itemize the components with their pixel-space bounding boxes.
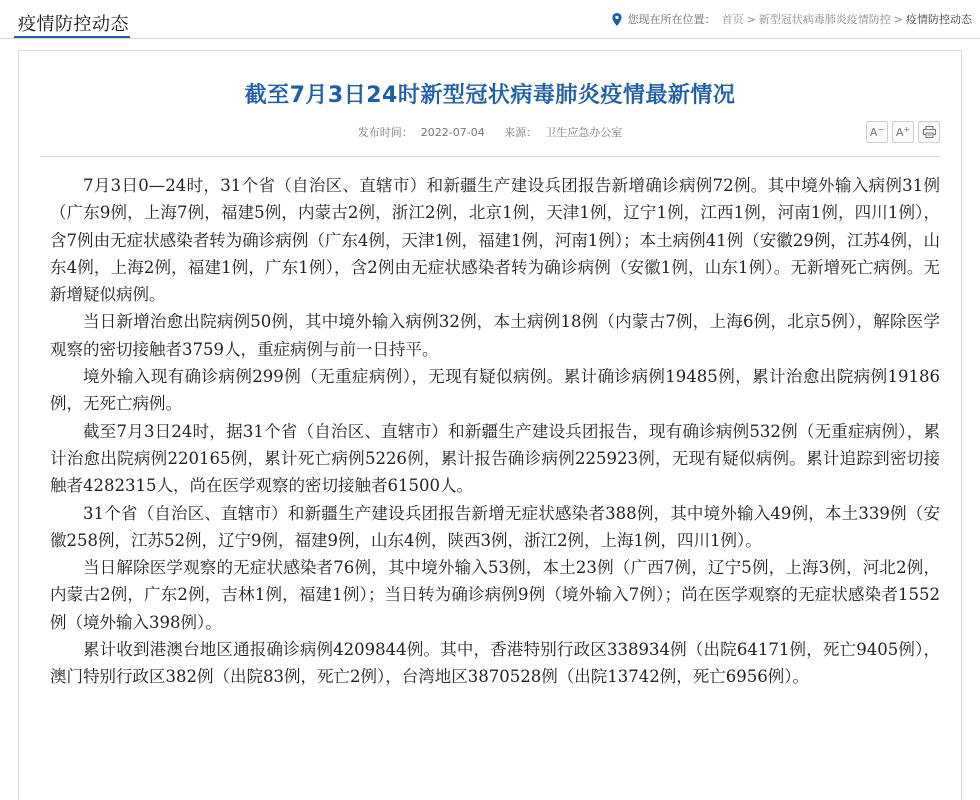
breadcrumb-home[interactable]: 首页	[721, 13, 744, 26]
breadcrumb-covid-prevention[interactable]: 新型冠状病毒肺炎疫情防控	[758, 13, 891, 26]
paragraph-asymptomatic-new: 31个省（自治区、直辖市）和新疆生产建设兵团报告新增无症状感染者388例，其中境外输入49例，本土339例（安徽258例，江苏52例，辽宁9例，福建9例，山东4例，陕西3例，浙江2例，上海1例，四川1例）。	[50, 503, 940, 550]
paragraph-hk-macao-taiwan: 累计收到港澳台地区通报确诊病例4209844例。其中，香港特别行政区338934例（出院64171例，死亡9405例），澳门特别行政区382例（出院83例，死亡2例），台湾地区3870528例（出院13742例，死亡6956例）。	[50, 640, 940, 687]
article-meta	[0, 124, 980, 140]
breadcrumb-separator: >	[746, 12, 756, 26]
breadcrumb-lead: 您现在所在位置：	[627, 13, 716, 26]
meta-divider	[40, 156, 940, 157]
publish-date	[354, 126, 489, 139]
article-title: 截至7月3日24时新型冠状病毒肺炎疫情最新情况	[244, 83, 736, 108]
paragraph-recoveries: 当日新增治愈出院病例50例，其中境外输入病例32例，本土病例18例（内蒙古7例，上海6例，北京5例），解除医学观察的密切接触者3759人，重症病例与前一日持平。	[50, 312, 940, 359]
print-button[interactable]	[918, 121, 940, 143]
source-label: 来源：	[504, 126, 538, 139]
article-body	[50, 172, 940, 691]
top-divider	[0, 38, 980, 39]
source	[500, 126, 626, 139]
paragraph-new-cases: 7月3日0—24时，31个省（自治区、直辖市）和新疆生产建设兵团报告新增确诊病例72例。其中境外输入病例31例（广东9例，上海7例，福建5例，内蒙古2例，浙江2例，北京1例，天津1例，辽宁1例，江西1例，河南1例，四川1例），含7例由无症状感染者转为确诊病例（广东4例，天津1例，福建1例，河南1例）；本土病例41例（安徽29例，江苏4例，山东4例，上海2例，福建1例，广东1例），含2例由无症状感染者转为确诊病例（安徽1例，山东1例）。无新增死亡病例。无新增疑似病例。	[50, 176, 940, 305]
section-title: 疫情防控动态	[18, 14, 129, 35]
top-bar	[0, 0, 980, 40]
source-value: 卫生应急办公室	[545, 126, 623, 139]
font-decrease-icon: A	[869, 125, 878, 139]
printer-icon	[923, 126, 936, 138]
paragraph-asymptomatic-released: 当日解除医学观察的无症状感染者76例，其中境外输入53例，本土23例（广西7例，辽宁5例，上海3例，河北2例，内蒙古2例，广东2例，吉林1例，福建1例）；当日转为确诊病例9例（境外输入7例）；尚在医学观察的无症状感染者1552例（境外输入398例）。	[50, 558, 940, 632]
font-increase-icon: A	[895, 125, 904, 139]
paragraph-cumulative-totals: 截至7月3日24时，据31个省（自治区、直辖市）和新疆生产建设兵团报告，现有确诊病例532例（无重症病例），累计治愈出院病例220165例，累计死亡病例5226例，累计报告确诊病例225923例，无现有疑似病例。累计追踪到密切接触者4282315人，尚在医学观察的密切接触者61500人。	[50, 421, 940, 496]
paragraph-imported-current: 境外输入现有确诊病例299例（无重症病例），无现有疑似病例。累计确诊病例19485例，累计治愈出院病例19186例，无死亡病例。	[50, 367, 940, 414]
breadcrumb	[612, 11, 972, 27]
location-pin-icon	[612, 13, 622, 26]
publish-label: 发布时间：	[357, 126, 413, 139]
breadcrumb-separator: >	[893, 12, 903, 26]
article-tools	[866, 121, 940, 143]
font-decrease-button[interactable]: A −	[866, 121, 888, 143]
font-increase-button[interactable]: A +	[892, 121, 914, 143]
breadcrumb-current[interactable]: 疫情防控动态	[906, 13, 972, 26]
publish-date-value: 2022-07-04	[420, 126, 485, 139]
